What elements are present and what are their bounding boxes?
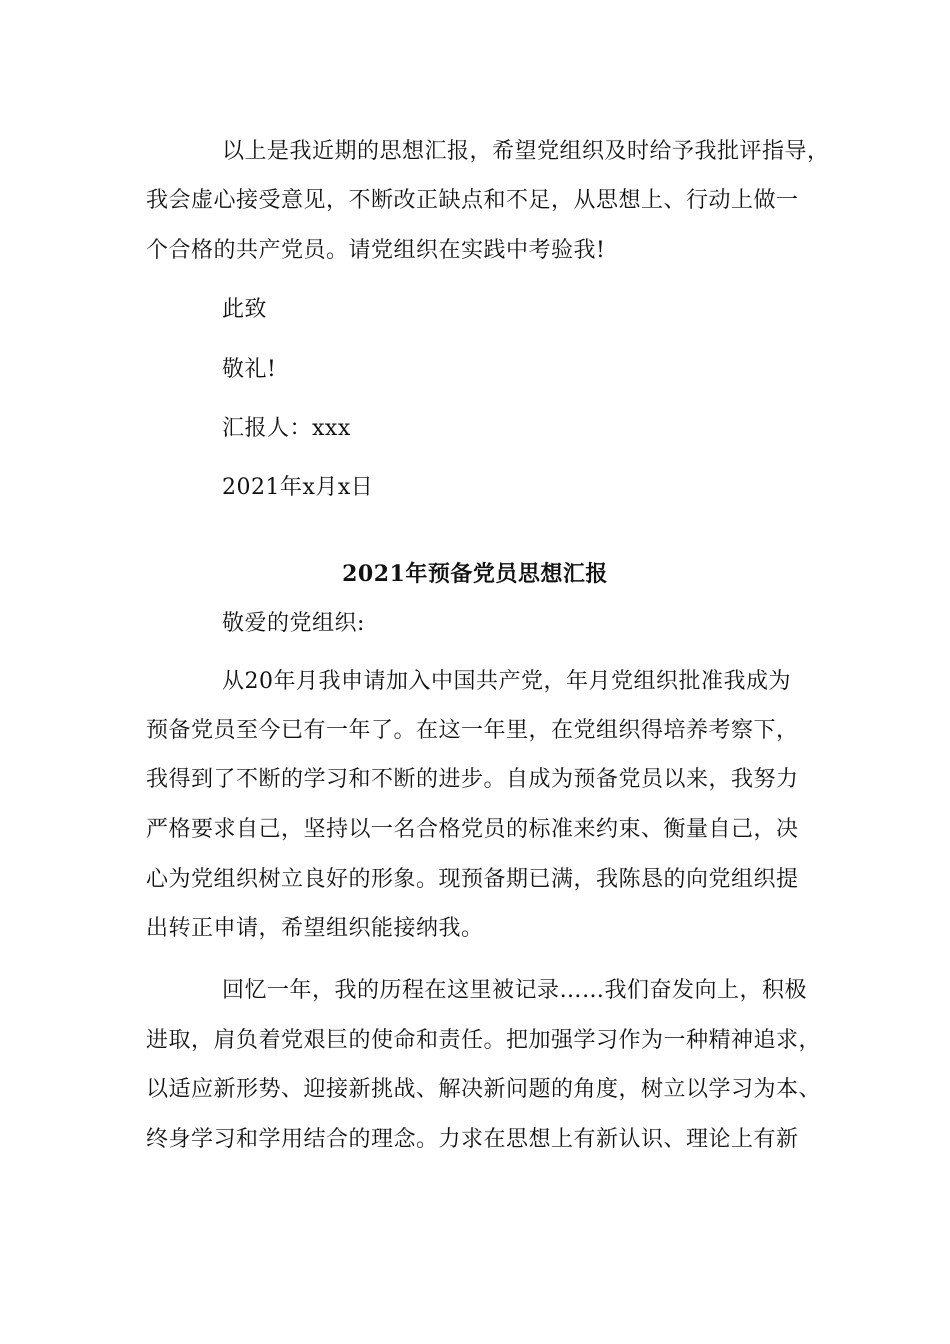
reporter-signature: 汇报人：xxx (222, 416, 351, 441)
paragraph-line: 以适应新形势、迎接新挑战、解决新问题的角度，树立以学习为本、 (146, 1077, 822, 1102)
regards: 敬礼! (222, 357, 277, 382)
paragraph-line: 严格要求自己，坚持以一名合格党员的标准来约束、衡量自己，决 (146, 817, 799, 842)
paragraph-line: 心为党组织树立良好的形象。现预备期已满，我陈恳的向党组织提 (146, 867, 799, 892)
paragraph-line: 我会虚心接受意见，不断改正缺点和不足，从思想上、行动上做一 (146, 188, 799, 213)
paragraph-line: 从20年月我申请加入中国共产党，年月党组织批准我成为 (222, 669, 791, 694)
document-title: 2021年预备党员思想汇报 (342, 561, 608, 587)
paragraph-line: 我得到了不断的学习和不断的进步。自成为预备党员以来，我努力 (146, 767, 799, 792)
paragraph-line: 以上是我近期的思想汇报，希望党组织及时给予我批评指导， (222, 139, 830, 164)
salutation: 此致 (222, 297, 268, 322)
greeting: 敬爱的党组织: (222, 611, 365, 636)
paragraph-line: 出转正申请，希望组织能接纳我。 (146, 916, 484, 941)
paragraph-line: 个合格的共产党员。请党组织在实践中考验我! (146, 238, 606, 263)
paragraph-line: 回忆一年，我的历程在这里被记录……我们奋发向上，积极 (222, 978, 808, 1003)
paragraph-line: 终身学习和学用结合的理念。力求在思想上有新认识、理论上有新 (146, 1127, 799, 1152)
paragraph-line: 进取，肩负着党艰巨的使命和责任。把加强学习作为一种精神追求， (146, 1028, 822, 1053)
paragraph-line: 预备党员至今已有一年了。在这一年里，在党组织得培养考察下， (146, 718, 799, 743)
report-date: 2021年x月x日 (222, 475, 374, 500)
